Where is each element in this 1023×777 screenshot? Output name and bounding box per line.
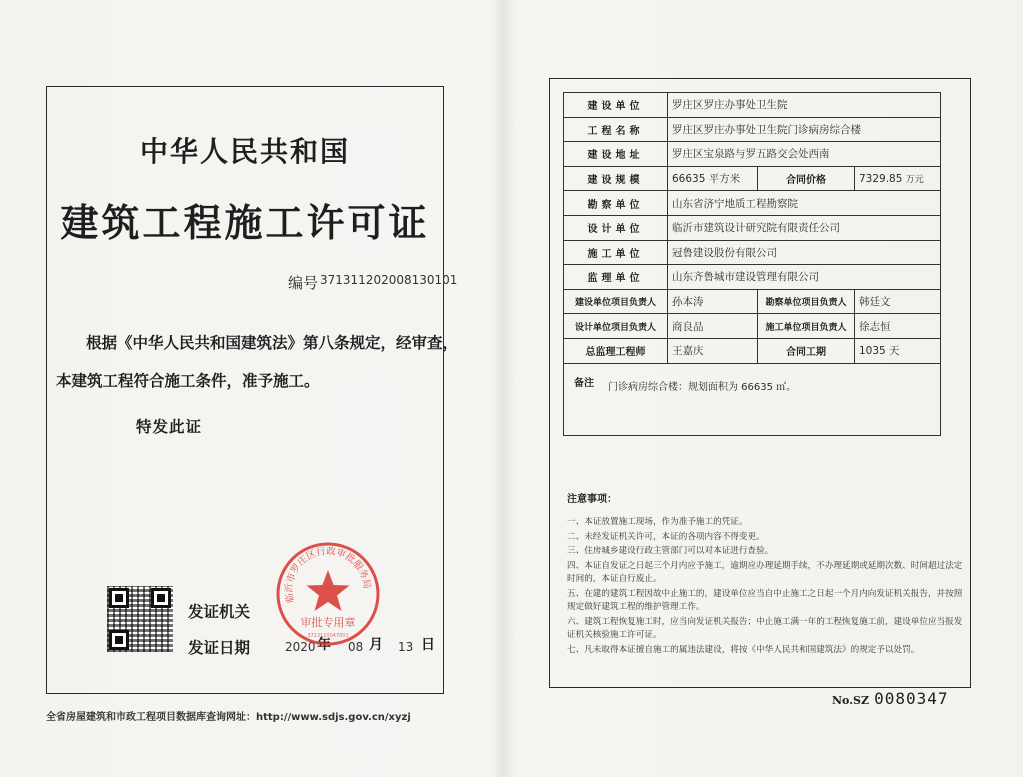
row-label: 工程名称 [564,117,668,142]
serial-number: 371311202008130101 [320,273,458,287]
contract-period-value: 1035 天 [855,338,941,363]
row-label: 建设地址 [564,142,668,167]
table-row [564,166,941,191]
seal-code: 3713110047001 [307,633,349,639]
document-number [832,689,949,708]
qr-finder [109,630,129,650]
survey-unit-value: 山东省济宁地质工程勘察院 [668,191,941,216]
row-label: 施工单位 [564,240,668,265]
scale-value: 66635 平方米 [668,166,758,191]
period-label: 合同工期 [758,338,855,363]
table-row [564,93,941,118]
row-label: 总监理工程师 [564,338,668,363]
list-item: 四、本证自发证之日起三个月内应予施工，逾期应办理延期手续，不办理延期或延期次数、时间超过法定时间的，本证自行废止。 [567,560,963,584]
table-row [564,191,941,216]
row-label: 设计单位项目负责人 [564,314,668,339]
construction-unit-value: 冠鲁建设股份有限公司 [668,240,941,265]
list-item: 一、本证放置施工现场，作为准予施工的凭证。 [567,517,748,527]
year-unit: 年 [317,637,331,653]
address-value: 罗庄区宝泉路与罗五路交会处西南 [668,142,941,167]
project-name-value: 罗庄区罗庄办事处卫生院门诊病房综合楼 [668,117,941,142]
row-label: 建设规模 [564,166,668,191]
remarks-label: 备注 [574,377,594,389]
document-number-prefix: No.SZ [832,694,870,707]
country-title: 中华人民共和国 [139,135,350,168]
notes-title: 注意事项： [567,494,617,505]
issue-date-label: 发证日期 [188,638,251,657]
price-unit: 万元 [905,175,924,186]
design-manager-value: 商良品 [668,314,758,339]
table-row [564,117,941,142]
row-label: 建设单位项目负责人 [564,289,668,314]
table-row [564,240,941,265]
project-info-table [563,92,941,436]
list-item: 二、未经发证机关许可，本证的各项内容不得变更。 [567,531,765,542]
query-url-note: 全省房屋建筑和市政工程项目数据库查询网址：http://www.sdjs.gov.cn/xyzj [46,712,411,723]
row-label: 设计单位 [564,215,668,240]
design-unit-value: 临沂市建筑设计研究院有限责任公司 [668,215,941,240]
row-label: 建设单位 [564,93,668,118]
table-row [564,314,941,339]
row-label: 勘察单位项目负责人 [758,289,855,314]
survey-manager-value: 韩廷文 [855,289,941,314]
list-item: 七、凡未取得本证擅自施工的属违法建设，将按《中华人民共和国建筑法》的规定予以处罚。 [567,644,920,655]
table-row [564,142,941,167]
price-label: 合同价格 [758,166,855,191]
legal-basis-text: 根据《中华人民共和国建筑法》第八条规定，经审查， [86,333,459,352]
seal-purpose: 审批专用章 [300,616,356,629]
table-row [564,215,941,240]
table-row [564,363,941,435]
approval-text: 本建筑工程符合施工条件，准予施工。 [56,371,320,390]
seal-name: 临沂市罗庄区行政审批服务局 [283,545,373,604]
serial-label: 编号 [288,274,319,292]
qr-finder [109,588,129,608]
seal-star [307,570,350,611]
qr-code [107,586,173,652]
certificate-title: 建筑工程施工许可证 [60,200,430,245]
list-item: 六、建筑工程恢复施工时，应当向发证机关报告；中止施工满一年的工程恢复施工前，建设单位应当报发证机关核验施工许可证。 [567,616,963,640]
row-label: 监理单位 [564,265,668,290]
month-unit: 月 [369,637,383,653]
list-item: 三、住房城乡建设行政主管部门可以对本证进行查验。 [567,546,774,556]
issue-year: 2020 [285,640,316,654]
construction-manager-value: 徐志恒 [855,314,941,339]
official-seal [274,540,382,648]
table-row [564,338,941,363]
row-label: 施工单位项目负责人 [758,314,855,339]
issue-month: 08 [348,640,364,654]
day-unit: 日 [421,637,435,653]
remarks-value: 门诊病房综合楼：规划面积为 66635 ㎡。 [608,381,797,393]
special-issue-text: 特发此证 [136,417,203,436]
row-label: 勘察单位 [564,191,668,216]
price-value: 7329.85 [859,173,903,186]
list-item: 五、在建的建筑工程因故中止施工的，建设单位应当自中止施工之日起一个月内向发证机关报告，并按照规定做好建筑工程的维护管理工作。 [567,588,963,612]
table-row [564,289,941,314]
issuer-label: 发证机关 [188,602,251,621]
notes-list [567,516,963,658]
chief-supervisor-value: 王嘉庆 [668,338,758,363]
builder-value: 罗庄区罗庄办事处卫生院 [668,93,941,118]
price-cell [855,166,941,191]
qr-finder [151,588,171,608]
table-row [564,265,941,290]
builder-manager-value: 孙本涛 [668,289,758,314]
issue-day: 13 [398,640,414,654]
supervision-unit-value: 山东齐鲁城市建设管理有限公司 [668,265,941,290]
remarks-cell [564,363,941,435]
document-number-value: 0080347 [874,689,949,708]
